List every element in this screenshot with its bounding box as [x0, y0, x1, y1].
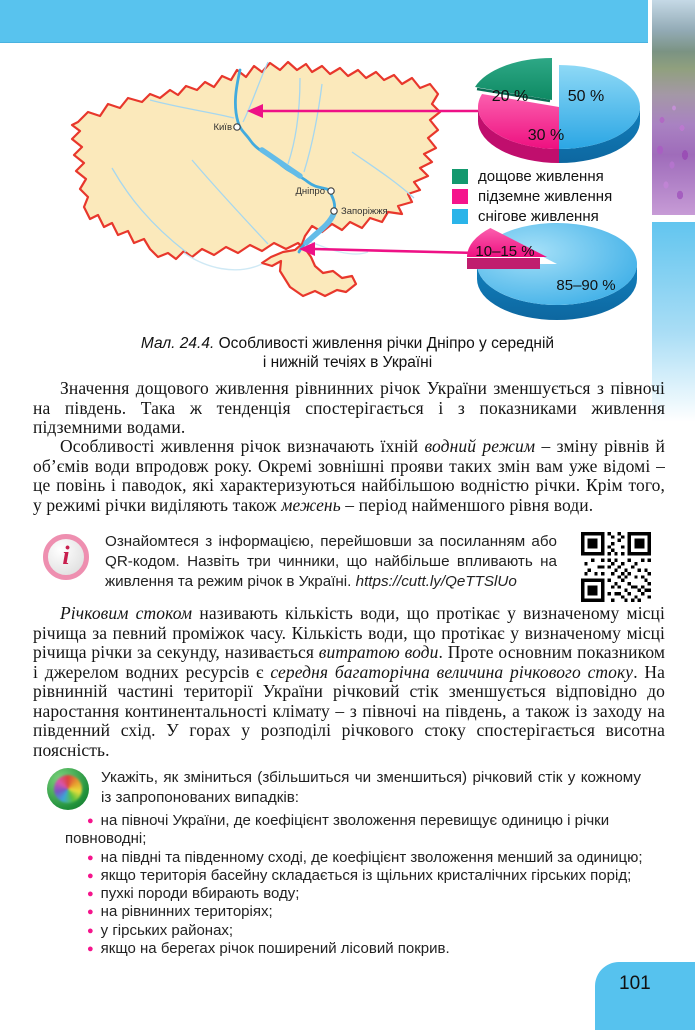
task-intro: Укажіть, як зміниться (збільшиться чи зменшиться) річковий стік у кожному із запропонованих випадків:: [101, 769, 641, 806]
bullet-icon: ●: [87, 906, 94, 919]
bullet-icon: ●: [87, 815, 94, 827]
info-link[interactable]: https://cutt.ly/QeTTSlUo: [355, 573, 517, 590]
bullet-icon: ●: [87, 943, 94, 956]
pie-label-ground: 30 %: [527, 127, 565, 144]
body-content: [33, 0, 665, 1030]
city-label-dnipro: Дніпро: [295, 186, 325, 197]
list-item: ● якщо територія басейну складається із щільних кристалічних гірських порід;: [87, 866, 632, 884]
list-item: ● пухкі породи вбирають воду;: [87, 885, 300, 903]
legend-label: дощове живлення: [478, 167, 604, 185]
list-item: ● у гірських районах;: [87, 921, 234, 939]
city-label-kyiv: Київ: [213, 122, 232, 133]
paragraph-rain-feeding: Значення дощового живлення рівнинних річок України зменшується з півночі на південь. Така ж тенденція спостерігається і з показниками живлення підземними водами.: [33, 378, 665, 437]
list-item: ● на півдні та південному сході, де коефіцієнт зволоження менший за одиницю;: [87, 848, 643, 866]
legend-label: снігове живлення: [478, 207, 599, 225]
qr-code[interactable]: [581, 532, 651, 602]
list-item: ● якщо на берегах річок поширений лісовий покрив.: [87, 940, 450, 958]
bullet-icon: ●: [87, 888, 94, 901]
task-box: [33, 768, 665, 810]
city-label-zaporizhzhia: Запоріжжя: [341, 206, 388, 217]
legend-label: підземне живлення: [478, 187, 613, 205]
figure-number: Мал. 24.4.: [140, 335, 215, 352]
page-number: 101: [619, 973, 651, 994]
caption-text-line1: Особливості живлення річки Дніпро у середній: [214, 335, 555, 352]
info-box: [33, 532, 665, 602]
page-number-box: [595, 962, 695, 1030]
pie2-label-snow: 85–90 %: [556, 277, 616, 294]
pie2-label-ground: 10–15 %: [475, 243, 535, 260]
paragraph-river-runoff: Річковим стоком називають кількість води, що протікає у визначеному місці річища за певний проміжок часу. Кількість води, що протікає у визначеному місці річища річки за секунду, називається витратою води. Проте основним показником і джерелом водних ресурсів є середня багаторічна величина річкового стоку. На рівнинній частині території України річковий стік зменшується відповідно до наростання континентальності клімату – з півночі на південь, а також із заходу на південний схід. У горах у розподілі річкового стоку спостерігається висотна поясність.: [33, 603, 666, 760]
info-icon: i: [43, 534, 89, 580]
list-item: ● на рівнинних територіях;: [87, 903, 273, 921]
caption-text-line2: і нижній течіях в Україні: [262, 354, 433, 371]
bullet-icon: ●: [87, 869, 94, 882]
bullet-icon: ●: [87, 851, 94, 864]
list-item: ● на півночі України, де коефіцієнт зволоження перевищує одиницю і річки повноводні;: [65, 812, 610, 848]
paragraph-water-regime: Особливості живлення річок визначають їхній водний режим – зміну рівнів й об’ємів води впродовж року. Окремі зовнішні прояви таких змін вам уже відомі – це повінь і паводок, які характеризуються найбільшою водністю річки. Крім того, у режимі річки виділяють також межень – період найменшого рівня води.: [33, 436, 665, 515]
pie-label-rain: 20 %: [491, 88, 529, 105]
task-bullet-list: [33, 812, 665, 958]
pie-label-snow: 50 %: [567, 88, 605, 105]
task-icon: [47, 768, 89, 810]
bullet-icon: ●: [87, 924, 94, 937]
info-text: Ознайомтеся з інформацією, перейшовши за посиланням або QR-кодом. Назвіть три чинники, що найбільше впливають на живлення та режим річок в Україні. https://cutt.ly/QeTTSlUo: [105, 533, 557, 590]
